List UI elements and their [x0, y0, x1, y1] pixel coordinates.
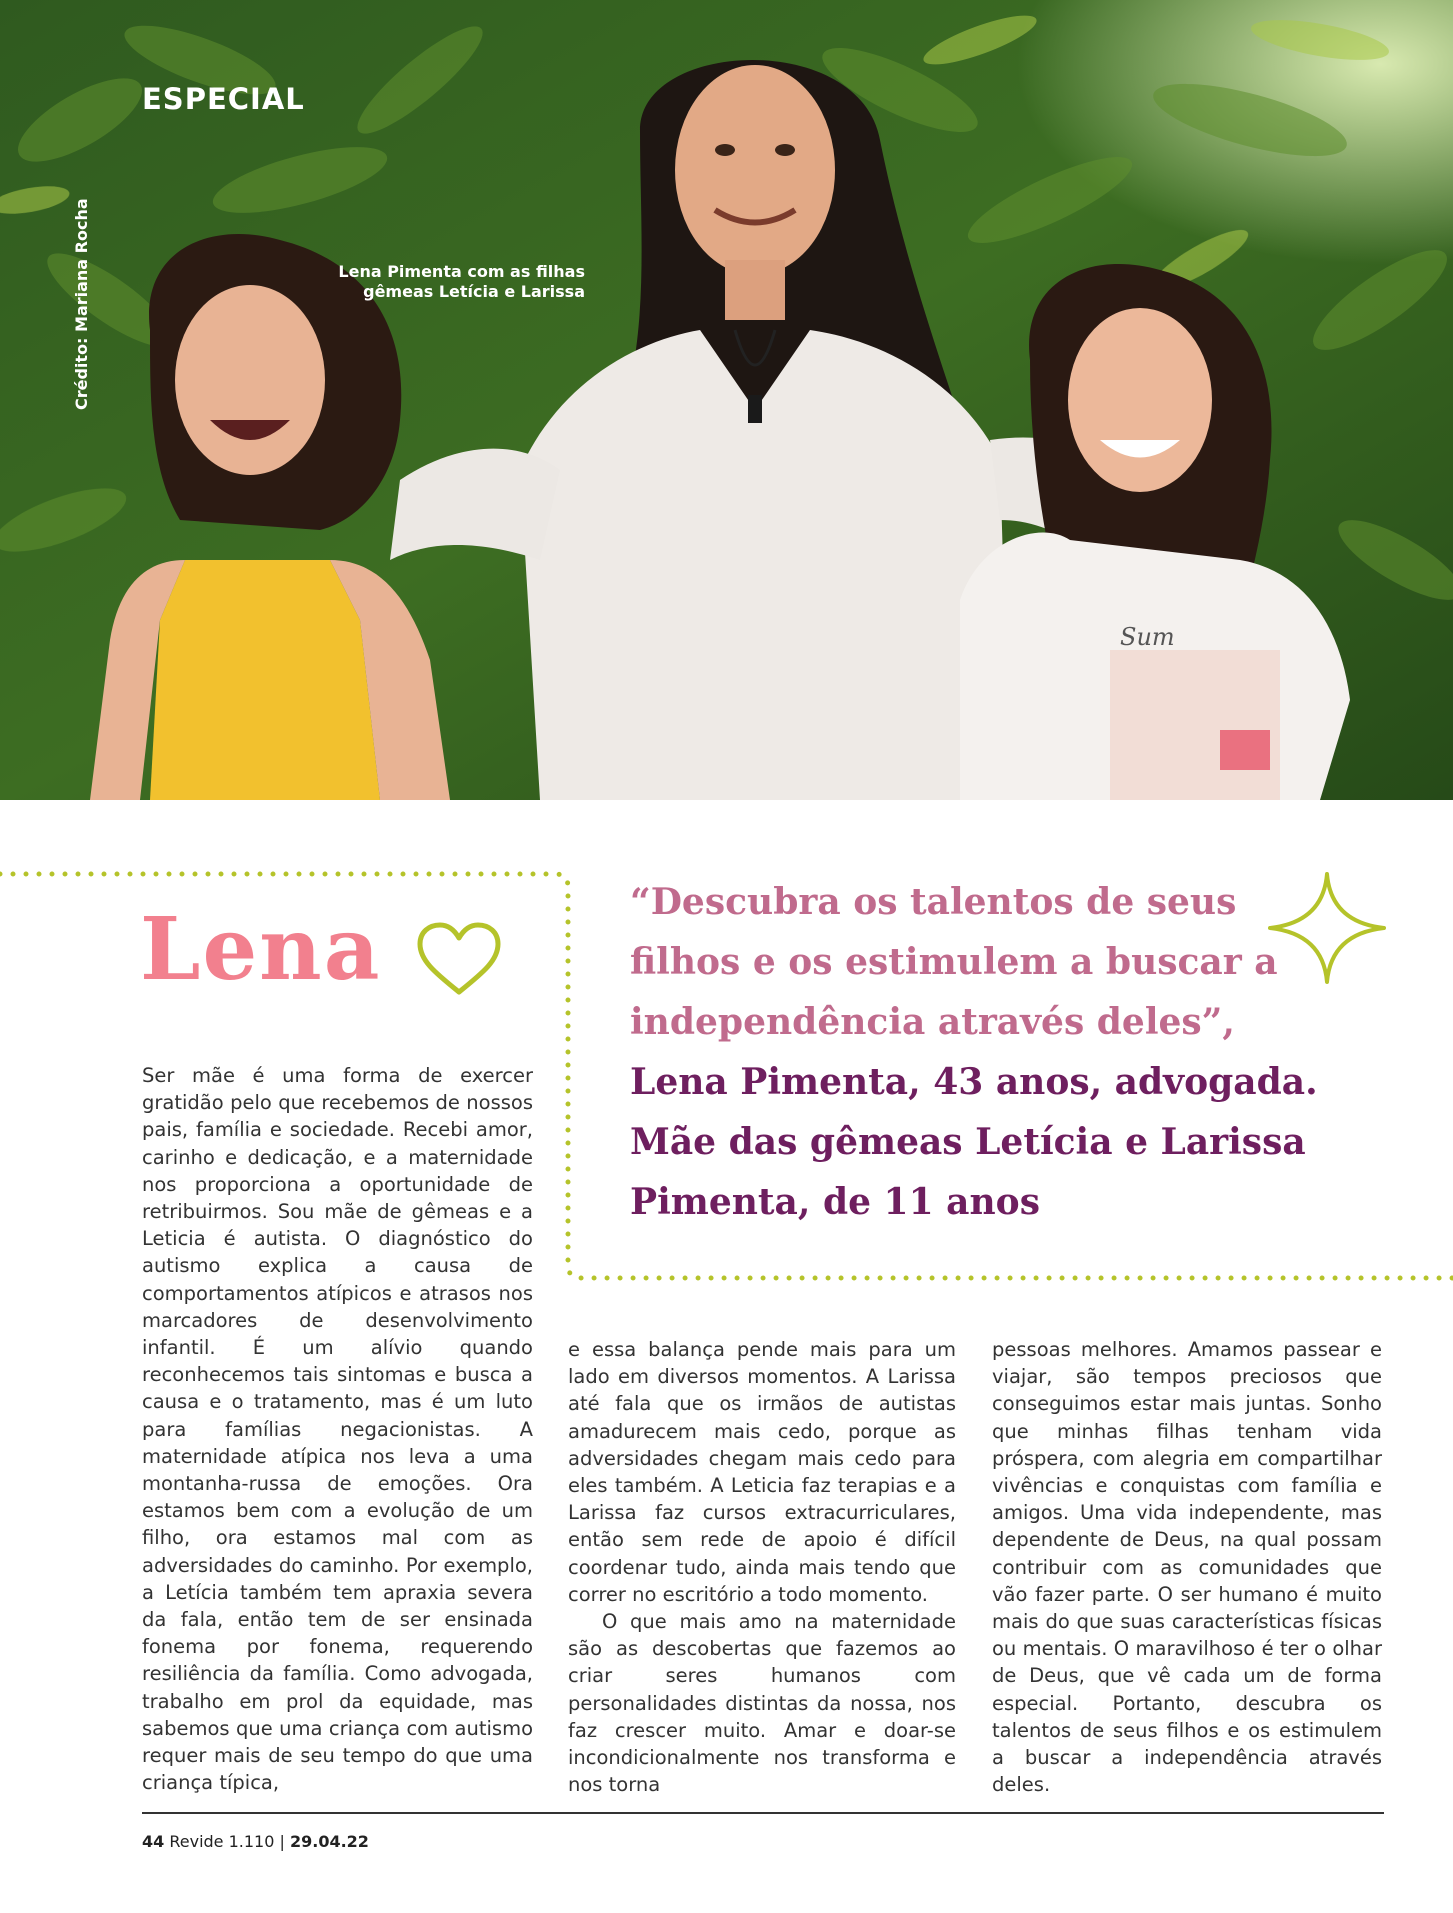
- cover-photo: [0, 0, 1453, 800]
- footer-rule: [142, 1812, 1384, 1814]
- body-column-3: [992, 1336, 1382, 1798]
- section-label: ESPECIAL: [142, 82, 305, 116]
- photo-caption-line: Lena Pimenta com as filhas: [338, 262, 585, 281]
- issue-date: 29.04.22: [289, 1832, 369, 1851]
- family-photo-illustration: [0, 0, 1453, 800]
- footer-separator: |: [279, 1832, 285, 1851]
- body-paragraph: Ser mãe é uma forma de exercer gratidão pelo que recebemos de nossos pais, família e sociedade. Recebi amor, carinho e dedicação, e a maternidade nos proporciona a oportunidade de retribuirmos. Sou mãe de gêmeas e a Leticia é autista. O diagnóstico do autismo explica a causa de comportamentos atípicos e atrasos nos marcadores de desenvolvimento infantil. É um alívio quando reconhecemos tais sintomas e busca a causa e o tratamento, mas é um luto para famílias negacionistas. A maternidade atípica nos leva a uma montanha-russa de emoções. Ora estamos bem com a evolução de um filho, ora estamos mal com as adversidades do caminho. Por exemplo, a Letícia também tem apraxia severa da fala, então tem de ser ensinada fonema por fonema, requerendo resiliência da família. Como advogada, trabalho em prol da equidade, mas sabemos que uma criança com autismo requer mais de seu tempo do que uma criança típica,: [142, 1064, 533, 1795]
- body-paragraph: O que mais amo na maternidade são as descobertas que fazemos ao criar seres humanos com personalidades distintas da nossa, nos faz crescer muito. Amar e doar-se incondicionalmente nos transforma e nos torna: [568, 1610, 956, 1797]
- photo-caption-line: gêmeas Letícia e Larissa: [363, 282, 585, 301]
- magazine-issue: Revide 1.110: [169, 1832, 275, 1851]
- photo-caption: [300, 262, 585, 302]
- shirt-print-text: Sum: [1120, 623, 1175, 651]
- body-paragraph: e essa balança pende mais para um lado em diversos momentos. A Larissa até fala que os irmãos de autistas amadurecem mais cedo, porque as adversidades chegam mais cedo para eles também. A Leticia faz terapias e a Larissa faz cursos extracurriculares, então sem rede de apoio é difícil coordenar tudo, ainda mais tendo que correr no escritório a todo momento.: [568, 1338, 956, 1606]
- quote-attribution: Lena Pimenta, 43 anos, advogada. Mãe das gêmeas Letícia e Larissa Pimenta, de 11 anos: [630, 1061, 1318, 1223]
- body-column-2: [568, 1336, 956, 1798]
- photo-credit: Crédito: Mariana Rocha: [72, 198, 91, 410]
- page-number: 44: [142, 1832, 165, 1851]
- page-footer: [142, 1832, 369, 1851]
- pull-quote: “Descubra os talentos de seus filhos e os estimulem a buscar a independência através deles”,: [630, 881, 1278, 1043]
- body-column-1: [142, 1062, 533, 1796]
- body-paragraph: pessoas melhores. Amamos passear e viajar, são tempos preciosos que conseguimos estar mais juntas. Sonho que minhas filhas tenham vida próspera, com alegria em compartilhar vivências e conquistas com família e amigos. Uma vida independente, mas dependente de Deus, na qual possam contribuir com as comunidades que vão fazer parte. O ser humano é muito mais do que suas características físicas ou mentais. O maravilhoso é ter o olhar de Deus, que vê cada um de forma especial. Portanto, descubra os talentos de seus filhos e os estimulem a buscar a independência através deles.: [992, 1338, 1382, 1797]
- article-title: Lena: [140, 899, 382, 1000]
- heart-icon: [414, 920, 504, 1000]
